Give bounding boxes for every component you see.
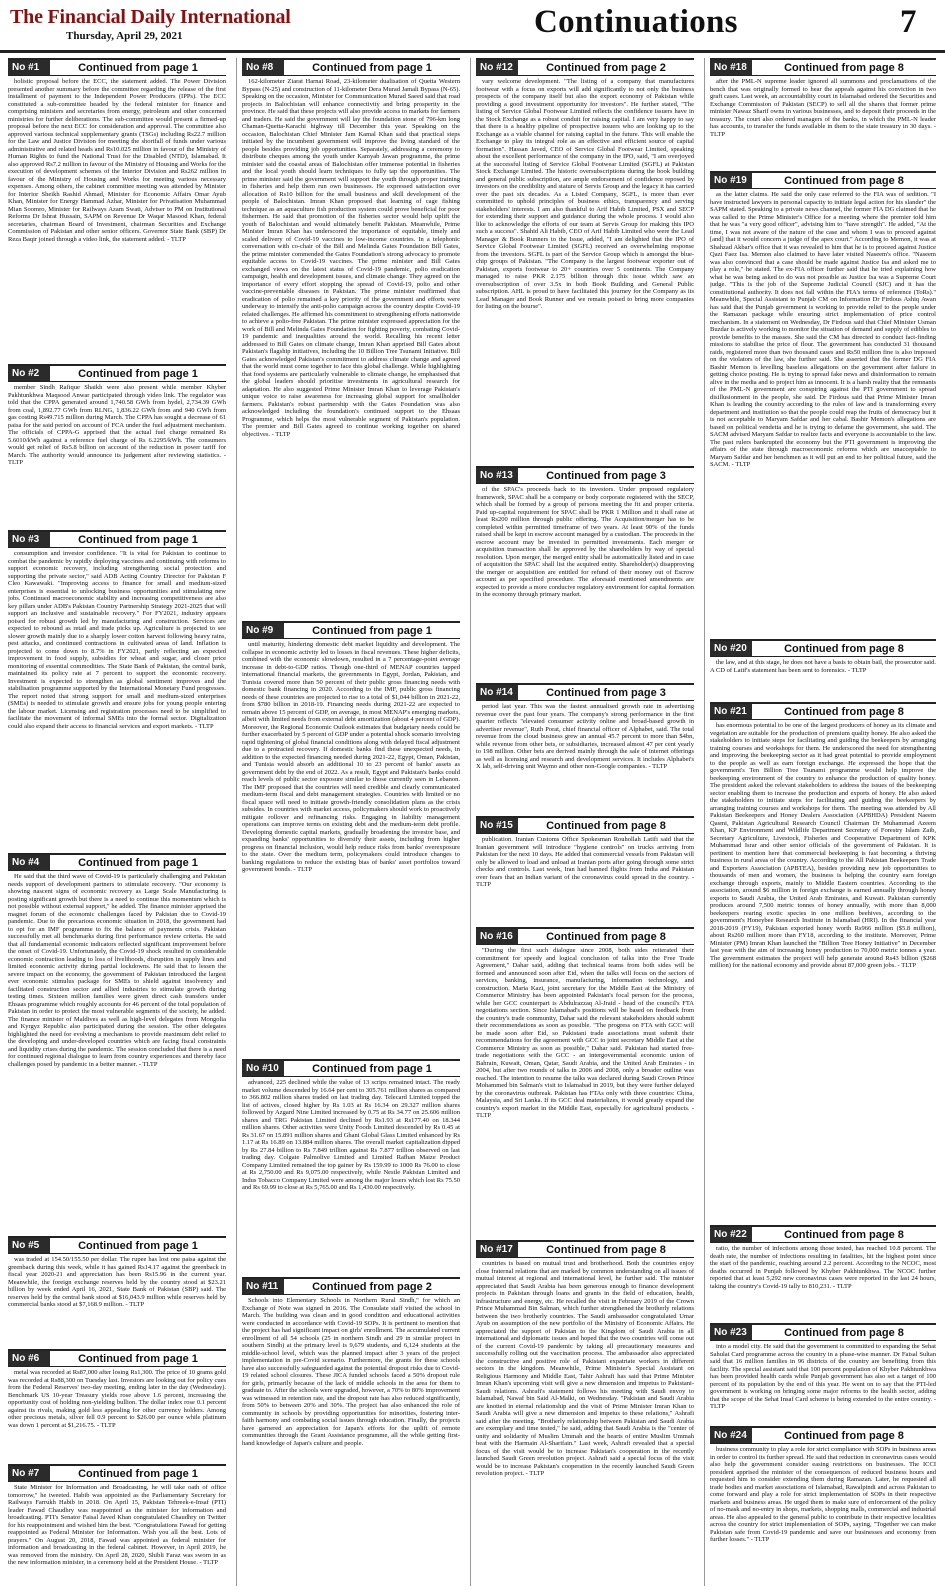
article-header: [242, 1277, 460, 1295]
article-number-badge: No #20: [710, 641, 752, 656]
article-header: [8, 58, 226, 76]
article-body: [242, 1297, 460, 1586]
article-body: [710, 1446, 936, 1586]
article-header: [8, 364, 226, 382]
article-body: [710, 1343, 936, 1423]
article-continuation-title: Continued from page 8: [784, 174, 904, 187]
article-number-badge: No #4: [8, 855, 50, 870]
article-text: as the latter claims. He said the only case referred to the FIA was of sedition. "I have instructed lawyers in personal capacity to initiate legal action for his slander" the SAPM stated. Speaking to a private news channel, the former FIA DG claimed that he was called to the Prime Minister's Office for a meeting where the premier told him that he was "a very good officer", advising him to "have strength". He added, "At the time, I was not aware of the nature of the case and whom I was to proceed against [and] that it would concern a judge of the apex court." According to Memon, it was at Shahzad Akbar's office that it was revealed to him that he is to proceed against Justice Qazi Faez Isa. Memon also claimed to have later visited Naseem's office. "Naseem was also convinced that a case should be made against Justice Isa and asked me to play a role," he stated. The ex-FIA officer further said that he tried explaining how what he was being asked to do was not possible as Justice Isa was a Supreme Court judge. "This is the job of the Supreme Judicial Council (SJC) and it has the constitutional authority. It does not fall within the FIA's terms of reference (ToRs)." Meanwhile, Special Assistant to Punjab CM on Information Dr Firdous Ashiq Awan has said that the Punjab government is working to provide relief to the people under the Ramazan package while ensuring strict implementation of price control mechanism. In a statement on Wednesday, Dr Firdous said that Chief Minister Usman Buzdar is actively working to monitor the situation of demand and supply of edibles to provide benefits to the masses. She said the CM has directed to conduct fact-finding missions to stabilise the price of flour. The government has conducted 31 thousand raids, registered more than two thousand cases and Rs50 million fine is also imposed on the violators of the law, she further said. She asserted that the former DG FIA Bashir Memon is levelling baseless allegations on the government after failure in getting choice posting. He is trying to spread fake news and disinformation to remain alive in the media and to project him as innocent. It is a harsh reality that the remnants of the PML-N government are conspiring against the PTI government to spread disillusionment in the people, she said. Dr Firdous said that Prime Minister Imran Khan is leading the country according to the rules of law and is transforming every department and institution so that the people could reap the fruits of democracy but it is not acceptable to Maryam Safdar and her cabal. Bashir Memon's allegations are based on political vendetta and he is trying to defame the government, she said. The SACM advised Maryam Safdar to realize facts and everyone is accountable to the law. The past rulers bankrupted the economy but the PTI government is improving the affairs of the state through macroeconomic reforms which are unacceptable to Maryam Safdar and her henchmen as it will put an end to her political future, said the SACM. - TLTP: [710, 191, 936, 468]
article-header: [710, 1225, 936, 1243]
article-header: [710, 171, 936, 189]
article-header: [476, 1240, 694, 1258]
article-body: [8, 384, 226, 527]
article-number-badge: No #13: [476, 468, 518, 483]
article-body: [8, 1256, 226, 1346]
continuation-article: [242, 58, 460, 618]
continuation-article: [476, 1240, 694, 1585]
article-body: [710, 191, 936, 636]
article-continuation-title: Continued from page 2: [312, 1280, 432, 1293]
continuation-article: [710, 1426, 936, 1586]
article-body: [242, 78, 460, 618]
article-continuation-title: Continued from page 1: [78, 61, 198, 74]
continuation-article: [242, 621, 460, 1056]
continuation-article: [476, 927, 694, 1237]
continuation-article: [476, 683, 694, 813]
article-continuation-title: Continued from page 8: [784, 642, 904, 655]
continuation-article: [710, 702, 936, 1222]
article-text: 162-kilometer Ziarat Harnai Road, 23-kilometer dualisation of Quetta Western Bypass (N-25) and construction of 11-kilometer Dera Murad Jamali Bypass (N-65). Speaking on the occasion, Minister for Communication Murad Saeed said that road projects in Balochistan will enhance connectivity and bring prosperity in the province. He said that these projects will also provide access to markets for farmers and traders. He said the government will lay the foundation stone of 796-km long Chaman-Quetta-Karachi highway till December this year. Speaking on the occasion, Balochistan Chief Minister Jam Kamal Khan said that practical steps initiated by the incumbent government will improve the living standard of the people besides providing job opportunities. Separately, addressing a ceremony to distribute cheques among the youth under Kamyab Jawan programme, the prime minister said the coastal areas of Balochistan offer immense potential in fisheries and the local youth should learn techniques to fully tap the opportunities. The prime minister said the government will support the youth through proper training in fisheries and help them run own businesses. He expressed satisfaction over allocation of Rs10 billion for the small business and skill development of the people of Balochistan. Imran Khan proposed that learning of cage fishing technique as an aquaculture fish production system could prove beneficial for poor fishermen. He said that promotion of the fisheries sector would help uplift the youth of Balochistan and would ultimately benefit Pakistan. Meanwhile, Prime Minister Imran Khan has underscored the importance of equitable, timely and scaled delivery of Covid-19 vaccines to low-income countries. In a telephonic conversation with co-chair of the Bill and Melinda Gates Foundation Bill Gates, the prime minister commended the Gates Foundation's strong advocacy to promote equitable access to Covid-19 vaccines. The prime minister and Bill Gates exchanged views on the latest status of Covid-19 pandemic, polio eradication campaign, health and development issues, and climate change. They agreed on the importance of every effort stopping the spread of Covid-19, polio and other vaccine-preventable diseases in Pakistan. The prime minister reaffirmed that eradication of polio remained a key priority of the government and efforts were underway to intensify the anti-polio campaign across the country despite Covid-19 related challenges. He affirmed his commitment to strengthening efforts nationwide to achieve a polio-free Pakistan. The prime minister expressed appreciation for the work of Bill and Melinda Gates Foundation for fighting poverty, combating Covid-19 pandemic and inequalities around the world. Recalling his recent letter addressed to Bill Gates on climate change, Imran Khan apprised Bill Gates about Pakistan's flagship initiatives, including the 10 Billion Tree Tsunami Initiative. Bill Gates acknowledged Pakistan's commitment to address climate change and agreed that the world must come together to face this global challenge. While highlighting that food systems are particularly vulnerable to climate change, he emphasised that the global leaders should prioritise investments in agricultural research for adaptation. He also suggested Prime Minister Imran Khan to leverage Pakistan's unique voice to raise awareness for increasing global support for smallholder farmers. Pakistan's robust partnership with the Gates Foundation was also acknowledged including the foundation's continued support to the Ehsaas Programme, which helps the most vulnerable segment of Pakistan's population. The premier and Bill Gates agreed to continue working together on shared objectives. - TLTP: [242, 78, 460, 438]
article-body: [476, 78, 694, 463]
continuation-article: [8, 58, 226, 361]
article-continuation-title: Continued from page 1: [78, 856, 198, 869]
article-number-badge: No #8: [242, 60, 284, 75]
article-header: [242, 1059, 460, 1077]
article-body: [476, 836, 694, 924]
article-body: [710, 659, 936, 699]
article-number-badge: No #24: [710, 1428, 752, 1443]
column-3: [476, 58, 694, 1586]
continuation-article: [476, 58, 694, 463]
article-body: [710, 1245, 936, 1320]
article-continuation-title: Continued from page 8: [784, 1429, 904, 1442]
article-header: [476, 466, 694, 484]
article-text: until maturity, hindering domestic debt market liquidity and development. The collapse in economic activity led to losses in fiscal revenues. These higher deficits, combined with the economic slowdown, resulted in a 7 percentage-point average increase in debt-to-GDP ratios. Though one-third of MENAP countries tapped international financial markets, the governments in Egypt, Jordan, Pakistan, and Tunisia covered more than 50 percent of their public gross financing needs with domestic bank financing in 2020. According to the IMF, public gross financing needs of these countries are projected to rise to a total of $1,044 billion in 2021-22, from $780 billion in 2018-19. Financing needs during 2021-22 are expected to remain above 15 percent of GDP, on average, in most MENAP's emerging markets, albeit with limited needs from external debt amortization (about 4 percent of GDP). Moreover, the Regional Economic Outlook estimates that budgetary needs could be further exacerbated by 5 percent of GDP under a potential shock scenario involving rapid tightening of global financial conditions along with delayed fiscal adjustment due to a protracted recovery. If domestic banks find these unexpected needs, in addition to the expected financing needed during 2021-22, Egypt, Oman, Pakistan, and Tunisia would absorb an additional 10 to 23 percent of banks' assets as government debt by the end of 2022. As a result, Egypt and Pakistan's banks could reach levels of public sector exposure similar to those currently seen in Lebanon. The IMF proposed that the countries will need credible and clearly communicated medium-term fiscal and debt management strategies. Countries with limited or no fiscal space will need to initiate growth-friendly consolidation plans as the crisis subsides. In countries with market access, policymakers should work to proactively mitigate rollover and refinancing risks. Engaging in liability management operations can improve terms on existing debt and the medium-term debt profile. Developing domestic capital markets, gradually broadening the investor base, and expanding banks' opportunities to diversify their assets, including from higher progress on financial inclusion, would help reduce risks from banks' overexposure to the state. Over the medium term, policymakers could introduce changes to banking regulations to reduce the existing bias of banks' asset portfolios toward government bonds. - TLTP: [242, 641, 460, 873]
article-continuation-title: Continued from page 8: [546, 930, 666, 943]
article-continuation-title: Continued from page 8: [784, 1228, 904, 1241]
article-number-badge: No #17: [476, 1242, 518, 1257]
section-title: Continuations: [534, 4, 738, 40]
article-continuation-title: Continued from page 8: [784, 705, 904, 718]
page-number: 7: [900, 4, 917, 40]
article-continuation-title: Continued from page 1: [78, 1467, 198, 1480]
article-number-badge: No #14: [476, 685, 518, 700]
newspaper-logo: The Financial Daily International: [10, 6, 291, 28]
article-number-badge: No #23: [710, 1325, 752, 1340]
article-header: [8, 1236, 226, 1254]
article-body: [8, 1484, 226, 1586]
article-header: [8, 1464, 226, 1482]
article-continuation-title: Continued from page 1: [78, 1239, 198, 1252]
article-text: after the PML-N supreme leader ignored all summons and proclamations of the bench that was originally formed to hear the appeals against his conviction in two graft cases. Last week, an accountability court in Islamabad ordered the Securities and Exchange Commission of Pakistan (SECP) to sell all the shares that former prime minister Nawaz Sharif owns in various businesses, and to deposit their proceeds in the treasury. The court also ordered managers of the banks, in which the PML-N leader has accounts, to transfer the funds available in them to the state treasury in 30 days. - TLTP: [710, 78, 936, 138]
article-body: [476, 486, 694, 680]
article-text: into a model city. He said that the government is committed to expanding the Sehat Sahulat Card programme across the country in a phase-wise manner. Dr Faisal Sultan said that 16 million families in 96 districts of the country are benefiting from this facility. The special assistant said that 100 percent population of Khyber Pakhtunkhwa has been provided health cards while Punjab government has also set a target of 100 percent of its population by the end of this year. He went on to say that the PTI-led government is working on bringing some major reforms to the health sector, adding that the scope of the Sehat Insaf Card scheme is being extended to the entire country. - TLTP: [710, 1343, 936, 1410]
continuation-article: [710, 58, 936, 168]
article-continuation-title: Continued from page 3: [546, 469, 666, 482]
article-number-badge: No #10: [242, 1061, 284, 1076]
article-continuation-title: Continued from page 1: [78, 1352, 198, 1365]
column-divider: [236, 58, 237, 1586]
article-text: advanced, 225 declined while the value of 13 scrips remained intact. The ready market volume descended by 16.64 per cent to 305.761 million shares as compared to 366.802 million shares traded on last trading day. Telecard Limited topped the list of actives, closed higher by Rs 1.03 at Rs 16.34 on 29.327 million shares followed by Azgard Nine Limited increased by 0.75 at Rs 34.77 on 25.606 million shares and TRG Pakistan Limited declined by Rs1.93 at Rs177.40 on 18.344 million shares. Other activities were Unity Foods Limited descended by Rs 0.45 at Rs 31.67 on 15.891 million shares and Ghani Global Glass Limited enhanced by Rs 1.17 at Rs 16.89 on 13.884 million shares. The overall market capitalization dipped by Rs 27.84 billion to Rs 7.849 trillion against Rs 7.877 trillion observed on last trading day. Colgate Palmolive Limited and Limited Rafhan Maize Product Company Limited remained the top gainer by Rs 159.99 to 1000 Rs 76.00 to close at Rs 2,750.00 and Rs 9,075.00 respectively, while Nestle Pakistan Limited and Indus Tobacco Company Limited were among the major losers which lost Rs 75.50 and Rs 69.99 to close at Rs 5,765.00 and Rs 1,430.00 respectively.: [242, 1079, 460, 1191]
article-header: [476, 58, 694, 76]
article-body: [476, 1260, 694, 1585]
article-body: [8, 1369, 226, 1461]
article-header: [476, 816, 694, 834]
article-text: ratio, the number of infections among those tested, has reached 10.8 percent. The death rate, the number of infections resulting in fatalities, hit the highest point since the start of the pandemic, reaching around 2.2 percent. According to the NCOC, most deaths occurred in Punjab followed by Khyber Pakhtunkhwa. The NCOC further reported that at least 5,292 new coronavirus cases were reported in the last 24 hours, taking the country's Covid-19 tally to 810,231. - TLTP: [710, 1245, 936, 1290]
article-continuation-title: Continued from page 1: [78, 533, 198, 546]
article-text: was traded at 154.50/155.50 per dollar. The rupee has lost one paisa against the greenback during this week, while it has gained Rs14.17 against the greenback in fiscal year 2020-21 and appreciation has been Rs15.96 in the current year. Meanwhile, the foreign exchange reserves held by the country stood at $23.21 billion by week ended April 16, 2021, State Bank of Pakistan (SBP) said. The reserves held by the central bank stood at $16,043.9 million while reserves held by commercial banks stood at $7,168.9 million. - TLTP: [8, 1256, 226, 1308]
continuation-article: [8, 364, 226, 527]
article-number-badge: No #16: [476, 929, 518, 944]
continuation-article: [8, 1464, 226, 1586]
column-divider: [704, 58, 705, 1586]
continuation-article: [710, 171, 936, 636]
article-text: Schools into Elementary Schools in Northern Rural Sindh," for which an Exchange of Note was signed in 2016. The Consulate staff visited the school in March. The building was clean and in good condition and educational activities were conducted in accordance with Covid-19 SOPs. It is pertinent to mention that the project has had significant impact on girls' enrollment. The accumulated current enrollment of all 54 schools (25 in northern Sindh and 29 in similar project in southern Sindh) at the primary level is 9,679 students, and 6,124 students at the middle-school level, which was the planned impact after 3 years of the project implementation in pre-Covid scenario. Furthermore, the grants for these schools have also successfully safeguarded against the potential dropout risks due to Covid-19 related school closures. These JICA funded schools faced a 50% dropout rule for girls, primarily because of the lack of middle schools in the area for them to graduate to. After the schools were upgraded, however, a 70% to 80% improvement was witnessed in retention rate, and the dropout rate has also reduced significantly, from 50% to between 20% and 30%. The project has also enhanced the role of community in schools by providing opportunities for minorities, fostering inter-faith harmony and combating social issues through education. Finally, the projects have garnered an appreciation for Japan's efforts for the uplift of remote communities through the Grant Assistance programme, all the while getting first-hand knowledge of Japan's culture and people.: [242, 1297, 460, 1447]
article-number-badge: No #1: [8, 60, 50, 75]
article-number-badge: No #22: [710, 1227, 752, 1242]
article-text: countries is based on mutual trust and brotherhood. Both the countries enjoy close fraternal relations that are marked by common understanding on all issues of mutual interest at regional and international level, he further said. The minister appreciated that Saudi Arabia has been generous enough to finance development projects in Pakistan through loans and grants in the field of education, health, infrastructure and energy, etc. He recalled the visit in February 2019 of the Crown Prince Muhammad Bin Salman, which further strengthened the brotherly relations between the two brotherly countries. The Saudi ambassador congratulated Umar Ayub on assumption of the new portfolio of the Ministry of Economic Affairs. He appreciated the support of Pakistan to the Kingdom of Saudi Arabia in all international and diplomatic issues and hoped that the two countries will come out of the current Covid-19 pandemic by taking all precautionary measures and successfully rolling out the vaccination process. The ambassador also appreciated the constructive and positive role of Pakistani expatriate workers in different sectors in the kingdom. Meanwhile, Prime Minister's Special Assistant on Religious Harmony and Middle East, Tahir Ashrafi has said that Prime Minister Imran Khan's upcoming visit will give a new dimension and impetus to Pakistani-Saudi relations. Ashrafi's statement follows his meeting with Saudi envoy to Islamabad, Nawaf bin Said Al-Malki, on Wednesday. "Pakistan and Saudi Arabia are knotted in eternal relationship and the visit of Prime Minister Imran Khan to Saudi Arabia will give a new dimension and impetus to these relations," Ashrafi said after the meeting. "Brotherly relationship between Pakistan and Saudi Arabia are exemplary and time tested," he said, adding that Saudi Arabia is the "center of unity and solidarity of Muslim Ummah and the hearts of entire Muslim Ummah beat with the Harmain Al-Sharifain." Last week, Ashrafi revealed that a special focus of the visit would be to increase Pakistan's cooperation in the recently launched Saudi Green revolution project. Ashrafi said a special focus of the visit would be to increase Pakistan's cooperation in the recently launched Saudi Green revolution project. - TLTP: [476, 1260, 694, 1477]
article-body: [710, 722, 936, 1222]
column-4: [710, 58, 936, 1586]
article-number-badge: No #7: [8, 1466, 50, 1481]
article-number-badge: No #2: [8, 366, 50, 381]
continuation-article: [476, 466, 694, 680]
article-header: [476, 927, 694, 945]
article-text: State Minister for Information and Broadcasting, he will take oath of office tomorrow," he tweeted. Habib was appointed as the Parliamentary Secretary for Railways Farrukh Habib in 2018. On April 15, Pakistan Tehreek-e-Insaf (PTI) leader Fawad Chaudhry was reappointed as the minister for information and broadcasting. PTI's Senator Faisal Javed Khan congratulated Chaudhry on Twitter for his reappointment and wished him the best. "Congratulations Fawad for getting reappointed as Federal Minister for Information. Wish you all the best. Lots of prayers." On August 20, 2018, Fawad was appointed as federal minister for information and broadcasting in the federal cabinet. However, in April 2019, he was removed from the ministry. On April 28, 2020, Shibli Faraz was sworn in as the new information minister, in a ceremony held at the President House. - TLTP: [8, 1484, 226, 1566]
article-header: [710, 702, 936, 720]
article-number-badge: No #3: [8, 532, 50, 547]
article-text: "During the first such dialogue since 2008, both sides reiterated their commitment for speedy and logical conclusion of talks into the Free Trade Agreement," Dahar said, adding that technical teams from both sides will be formed and announced soon after Eid, when the talks will focus on the sectors of services, banking, insurance, manufacturing, information technology, and construction. Maria Kazi, joint secretary for the Middle East at the Ministry of Commerce Ministry has been appointed Pakistan's focal person for the process, while her GCC counterpart is Abdulrazzaq Al-Jraid - head of the council's FTA negotiations section. Since Islamabad's positions will be based on feedback from the country's trade community, Dahar said the relevant stakeholders should submit their recommendations as soon as possible. "The progress on FTA with GCC will be made soon after Eid, so Pakistani trade associations must submit their recommendations for the agreement with GCC to joint secretary Middle East at the Commerce Ministry as soon as possible," Dahar said. Pakistan had started free-trade negotiations with the GCC - an intergovernmental economic union of Bahrain, Kuwait, Oman, Qatar, Saudi Arabia, and the United Arab Emirates - in 2004, but after two rounds of talks in 2006 and 2008, only a broader outline was reached. The intention to resume the talks was declared during Saudi Crown Prince Mohammed bin Salman's visit to Islamabad in 2019, but they were further delayed by the coronavirus outbreak. Pakistan has FTAs only with three countries: China, Malaysia, and Sri Lanka. If its GCC deal materializes, it would greatly expand the country's export market in the Middle East, especially for agricultural products. - TLTP: [476, 947, 694, 1119]
article-header: [242, 58, 460, 76]
article-number-badge: No #6: [8, 1351, 50, 1366]
issue-date: Thursday, April 29, 2021: [66, 30, 183, 42]
article-text: has enormous potential to be one of the largest producers of honey as its climate and vegetation are suitable for the production of premium quality honey. He also asked the stakeholders to initiate steps for facilitating and guiding the beekeepers by arranging training courses and workshops for them. He underscored the need for strengthening and improving the beekeeping sector as it had great potential to provide employment to the people as well as earn foreign exchange. He expressed the hope that the government's Ten Billion Tree Tsunami programme would help improve the beekeeping environment of the country to enhance the production of quality honey. The president asked the relevant stakeholders to address the issues of the beekeeping sector enabling them to increase the production and exports of honey. He also asked the stakeholders to initiate steps for facilitating and guiding the beekeepers by arranging training courses and workshops for them. The meeting was attended by All Pakistan Beekeepers and Honey Dealers Association (APBHDA) President Naeem Qasmi, Pakistan Agricultural Research Council Chairman Dr Muhammad Azeem Khan, KP Environment and Wildlife Department Secretary of Forestry Islam Zaib, Secretary Agriculture, Livestock, Fisheries and Cooperative Department of KPK Muhammad Israr and other senior officials of the government of Pakistan. It is pertinent to mention here that commercial beekeeping is fast becoming a thriving business in rural areas of the country. According to the All Pakistan Beekeepers Trade and Exporters Association (APBTEA), besides providing new job opportunities to thousands of men and women, the business is helping the country earn foreign exchange through exports, mainly to Middle Eastern countries. According to the association, around $6 million in foreign exchange is earned annually through honey exports to Saudi Arabia, the United Arab Emirates, and Kuwait. Pakistan currently produces around 7,500 metric tonnes of honey annually, with more than 8,000 beekeepers rearing exotic species in one million beehives, according to the government's Honeybee Research Institute in Islamabad (HRI). In the financial year 2018-2019 (FY19), Pakistan exported honey worth Rs966 million ($5.8 million), about Rs260 million more than FY18, according to the institute. Moreover, Prime Minister (PM) Imran Khan launched the "Billion Tree Honey Initiative" in December last year with the aim of increasing honey production to 70,000 metric tonnes a year. The government estimates the project will help generate around Rs43 billion ($268 million) for the national economy and provide about 87,000 green jobs. - TLTP: [710, 722, 936, 969]
article-text: metal was recorded at Rs87,000 after losing Rs1,300. The price of 10 grams gold was recorded at Rs88,300 on Tuesday last. Investors are looking out for policy cues from the Federal Reserves' two-day meeting, ending later in the day (Wednesday). Benchmark US 10-year Treasury yields rose above 1.6 percent, increasing the opportunity cost of holding non-yielding bullion. The dollar index rose 0.1 percent against its rivals, making gold less appealing for other currency holders. Among other precious metals, silver fell 0.9 percent to $26.00 per ounce while platinum was down 1 percent at $1,216.75. - TLTP: [8, 1369, 226, 1429]
column-divider: [470, 58, 471, 1586]
article-body: [8, 873, 226, 1233]
article-text: publication. Iranian Customs Office Spokesman Rouhollah Latifi said that the Iranian government will introduce "hygiene controls" on trucks arriving from Pakistan for the next 10 days. He added that commercial vessels from Pakistan will only be allowed to load and unload at Iranian ports after going through some strict checks and controls. Last week, Iran had banned flights from India and Pakistan over fears that an Indian variant of the coronavirus could spread in the country. - TLTP: [476, 836, 694, 888]
article-continuation-title: Continued from page 2: [546, 61, 666, 74]
article-number-badge: No #9: [242, 623, 284, 638]
article-body: [8, 550, 226, 850]
article-header: [710, 58, 936, 76]
continuation-article: [8, 1236, 226, 1346]
article-text: vary welcome development. "The listing of a company that manufactures footwear with a focus on exports will add significantly to not only the business prospects of the company itself but also the export economy of Pakistan while providing a good investment opportunity for investors". He further stated, "The listing of Service Global Footwear Limited reflects the confidence issuers have in the Stock Exchange as a robust conduit for raising capital. I am very happy to say that there is a healthy pipeline of prospective issuers who are looking up to the Exchange as a viable channel for raising capital in the future. This will enable the Exchange to play its integral role as an effective and efficient source of capital formation". Hassan Javed, CEO of Service Global Footwear Limited, speaking about the excellent performance of the company in the IPO, said, "I am overjoyed at the successful listing of Service Global Footwear Limited (SGFL) at Pakistan Stock Exchange Limited. The historic oversubscriptions during the book building and general public subscription, are ample endorsement of confidence reposed by investors on the credibility and stature of Servis Group and the legacy it has carried over the past six decades. As a Listed Company, SGFL, is more than ever committed to uphold principles of business ethics, transparency and serving stakeholders' interests. I am also thankful to Arif Habib Limited, PSX and SECP for extending their support and guidance during the whole process. I would also like to acknowledge the efforts of our team at Servis Group for making this IPO such a success". Shahid Ali Habib, CEO of Arif Habib Limited who were the Lead Manager & Book Runners to the Issue, added, "I am delighted that the IPO of Service Global Footwear Limited (SGFL) received an overwhelming response from the investors. SGFL is part of the Service Group which is amongst the blue-chip groups of Pakistan. "The Company is the largest footwear exporter out of Pakistan, exports footwear to 20+ countries over 5 continents. The Company managed to raise PKR 2.175 billion through this issue which saw an oversubscription of over 3.5x in both Book Building and General Public subscription. AHL is proud to have facilitated this journey for the Company as its Lead Manager and Book Runner and we remain poised to bring more companies for listing on the bourse".: [476, 78, 694, 310]
article-number-badge: No #18: [710, 60, 752, 75]
article-number-badge: No #15: [476, 818, 518, 833]
article-continuation-title: Continued from page 1: [312, 61, 432, 74]
article-continuation-title: Continued from page 8: [546, 819, 666, 832]
article-text: the law, and at this stage, he does not have a basis to obtain bail, the prosecutor said. A CD of Latif's statement has been sent to forensics. - TLTP: [710, 659, 936, 674]
column-2: [242, 58, 460, 1586]
continuation-article: [710, 1225, 936, 1320]
article-number-badge: No #19: [710, 173, 752, 188]
article-number-badge: No #21: [710, 704, 752, 719]
article-number-badge: No #5: [8, 1238, 50, 1253]
article-body: [710, 78, 936, 168]
article-continuation-title: Continued from page 3: [546, 686, 666, 699]
article-text: business community to play a role for strict compliance with SOPs in business areas in order to control its further spread. He said that reduction in coronavirus cases would also help the government consider easing restrictions on businesses. The ICCI president apprised the minister of the consequences of reduced business hours and requested him to consider extending them during Ramazan. Later, he requested all trade bodies and market associations of Islamabad, Rawalpindi and across Pakistan to come forward and play a role for strict implementation of SOPs in their respective markets and business areas. He urged them to make sure of enforcement of the policy of no-mask and no-entry in shops, markets, shopping malls, commercial and industrial areas. He also appealed to the general public to contribute in their respective localities across the country for strict implementation of SOPs, saying, "Together we can make Pakistan safe from Covid-19 pandemic and save our businesses and economy from further losses." - TLTP: [710, 1446, 936, 1543]
article-text: of the SPAC's proceeds back to its investors. Under proposed regulatory framework, SPAC shall be a company or body corporate registered with the SECP, which shall be formed by a group of persons meeting the fit and proper criteria. Paid up-capital requirement for SPAC shall be PKR 1 Million and it shall raise at least Rs200 million through public offering. The Acquisition/merger has to be completed within permitted timeframe of two years. At least 90% of the funds raised shall be kept in escrow account managed by a custodian. The proceeds in the escrow account may be invested in permitted investments. Each merger or acquisition transaction shall be approved by the shareholders by way of special resolution. Upon merger, the merged entity shall be automatically listed and in case of acquisition the SPAC shall list the acquired entity. Shareholder(s) disapproving the merger or acquisition are entitled for refund of their money out of Escrow account as per specified procedure. The aforesaid mentioned amendments are expected to provide a more conducive regulatory environment for capital formation in the economy through primary market.: [476, 486, 694, 598]
article-text: holistic proposal before the ECC, the statement added. The Power Division presented another summary before the committee regarding the release of the first installment of payment to the Independent Power Producers (IPPs). The ECC constituted a sub-committee headed by the federal minister for finance and comprising ministers and secretaries from energy, petroleum and other concerned ministries for further deliberations. The sub-committee would present a firmed-up proposal before the next ECC for consideration and approval. The committee also approved various technical supplementary grants (TSGs) including Rs22.7 million for the Law and Justice Division for meeting the shortfall of funds under various administrative and related heads and Rs10.025 million in favour of the Ministry of Human Rights to fund the National Trust for the Disabled (NTD), Islamabad. It also approved Rs7.2 million in favour of the Ministry of Housing and Works for the execution of development schemes of the Interior Division and Rs262 million in favour of the Ministry of Housing and Works for meeting various necessary expenses. Among others, the cabinet committee meeting was attended by Minister for Interior Sheikh Rashid Ahmad, Minister for Economic Affairs Omar Ayub Khan, Minister for Energy Hammad Azhar, Minister for Privatisation Muhammad Mian Soomro, Minister for Railways Azam Swati, Adviser to PM on Institutional Reforms Dr Ishrat Hussain, SAPM on Revenue Dr Waqar Masood Khan, federal secretaries, chairman Board of Investment, chairman Securities and Exchange Commission of Pakistan and other senior officers. Governor State Bank (SBP) Dr Reza Baqir joined through a video link, the statement added. - TLTP: [8, 78, 226, 243]
continuation-article: [242, 1277, 460, 1586]
continuation-article: [710, 639, 936, 699]
article-text: period last year. This was the fastest annualised growth rate in advertising revenue over the past four years. The company's strong performance in the first quarter reflects "elevated consumer activity online and broad-based growth in advertiser revenue", Ruth Porat, chief financial officer of Alphabet, said. The total revenue from the cloud business grew an annual 45.7 percent to more than $4bn, while revenue from other bets, or subsidiaries, increased almost 47 per cent yearly to 198 million. Other bets are derived mainly through the sale of internet offerings as well as licensing and research and development services. It includes Alphabet's X lab, self-driving unit Waymo and other non-Google companies. - TLTP: [476, 703, 694, 770]
article-header: [476, 683, 694, 701]
article-continuation-title: Continued from page 1: [312, 1062, 432, 1075]
column-1: [8, 58, 226, 1586]
article-header: [242, 621, 460, 639]
article-continuation-title: Continued from page 8: [784, 1326, 904, 1339]
article-continuation-title: Continued from page 1: [78, 367, 198, 380]
article-continuation-title: Continued from page 8: [784, 61, 904, 74]
article-header: [8, 853, 226, 871]
article-body: [8, 78, 226, 361]
continuation-article: [8, 1349, 226, 1461]
article-body: [476, 703, 694, 813]
article-header: [8, 530, 226, 548]
article-number-badge: No #11: [242, 1279, 284, 1294]
article-number-badge: No #12: [476, 60, 518, 75]
article-continuation-title: Continued from page 8: [546, 1243, 666, 1256]
article-text: He said that the third wave of Covid-19 is particularly challenging and Pakistan needs support of development partners to stimulate recovery. "Our economy is showing nascent signs of economic recovery as Large Scale Manufacturing is posting significant growth but there is a need to continue this momentum which is not possible without external support," he added. The finance minister apprised the magnet forum of the economic challenges faced by Pakistan due to Covid-19 pandemic. Due to the precarious economic situation in 2018, the government had to opt for an IMF programme to fix the balance of payments crisis. Pakistan successfully met all benchmarks during first performance review criteria. He said that all fundamental economic indicators reflected significant improvement before the onset of Covid-19. Unfortunately, the Covid-19 shock resulted in considerable economic contraction leading to loss of livelihoods, disruption in supply lines and limited economic activity during partial lockdowns. He said that to lessen the severe impact on the economy, the government of Pakistan introduced the largest ever economic stimulus package for SMEs to shield against insolvency and facilitated construction sector and allied industries to stimulate growth during testing times. Sixteen million families were given direct cash transfers under Ehsaas programme which roughly accounts for 46 percent of the total population of Pakistan in order to protect the most vulnerable segments of the society, he added. The finance minister of Maldives as well as high-level delegates from Mongolia and Kyrgyz Republic also participated during the session. The other delegates highlighted the need for evolving a mechanism to provide maximum debt relief to the developing and under-developed countries which are facing fiscal constraints and liquidity crises during the pandemic. The session concluded that there is a need for continued regional dialogue to learn from country experiences and thereby face challenges posed by pandemic in a better manner. - TLTP: [8, 873, 226, 1068]
article-body: [242, 641, 460, 1056]
continuation-article: [710, 1323, 936, 1423]
continuation-article: [242, 1059, 460, 1274]
article-continuation-title: Continued from page 1: [312, 624, 432, 637]
article-header: [710, 1426, 936, 1444]
article-header: [710, 1323, 936, 1341]
continuation-article: [8, 530, 226, 850]
article-header: [710, 639, 936, 657]
article-body: [476, 947, 694, 1237]
article-text: member Sindh Rafique Shaikh were also present while member Khyber Pakhtunkhwa Maqsood Anwar participated through video link. The regulator was told that the CPPA generated around 1,740.58 GWh from hydel, 2,734.39 GWh from coal, 1,892.77 GWh from RLNG, 1,836.22 GWh from and 940 GWh from gas costing Rs49.715 million during March. The CPPA has sought a decrease of 61 paisa for the said period on account of FCA under the fuel adjustment mechanism. The officials of CPPA-G apprised that the actual fuel charge remained Rs 5.6010/kWh against a reference fuel charge of Rs 6.2295/kWh. The consumers would get relief of Rs5.8 billion on account of the reduction in power tariff for March. The authority would announce its judgement after reviewing statistics. - TLTP: [8, 384, 226, 466]
continuation-article: [8, 853, 226, 1233]
article-header: [8, 1349, 226, 1367]
article-body: [242, 1079, 460, 1274]
article-text: consumption and investor confidence. "It is vital for Pakistan to continue to combat the pandemic by rapidly deploying vaccines and continuing with reforms to support economic recovery, including strengthening social protection and supporting the private sector," said ADB Acting Country Director for Pakistan F Cleo Kawawaki. "Improving access to finance for small and medium-sized enterprises is essential to unlocking business opportunities and stimulating new jobs. Continued macroeconomic stability and increasing competitiveness are also key pillars under ADB's Pakistan Country Partnership Strategy 2021-2025 that will support an inclusive and sustainable recovery." For FY2021, industry appears poised for robust growth led by manufacturing and construction. Services are expected to rebound as retail and trade picks up. Agriculture is projected to see slower growth mainly due to a sharply lower cotton harvest following heavy rains, pest attacks, and continued contractions in cultivated areas of land. Inflation is projected to come down to 8.7% in FY2021, partly reflecting an expected improvement in food supply, subsidies for wheat and sugar, and closer price monitoring of essential commodities. The State Bank of Pakistan, the central bank, maintained its policy rate at 7 percent to support the economic recovery. Investment is expected to strengthen as global sentiment improves and the stabilisation programme supported by the International Monetary Fund progresses. The report noted that strong support for small and medium-sized enterprises (SMEs) is needed to stimulate growth and ensure jobs for young people entering the labour market. Licensing and registration processes need to be simplified to facilitate the movement of informal SMEs into the formal sector. Digitalization could also expand their access to financial services and export markets. - TLTP: [8, 550, 226, 730]
continuation-article: [476, 816, 694, 924]
masthead: [0, 0, 945, 53]
